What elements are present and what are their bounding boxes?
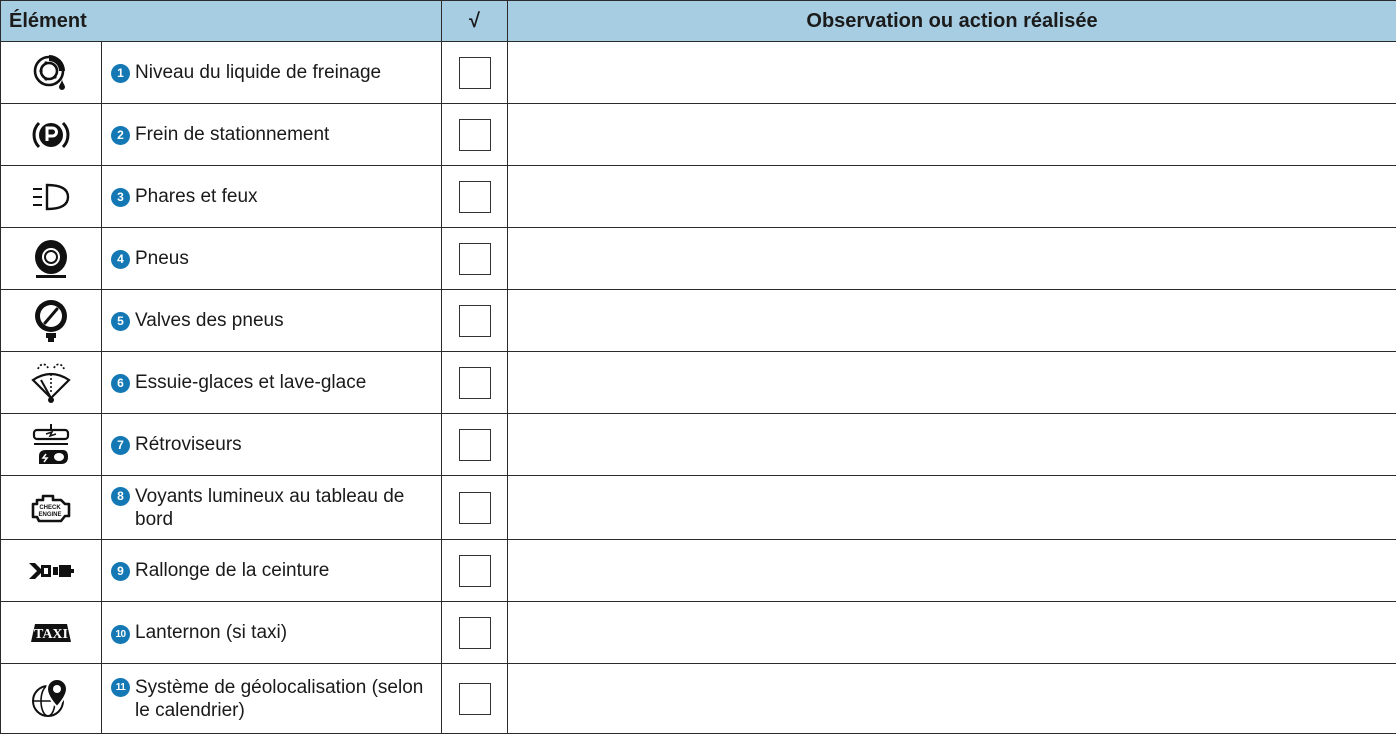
checkbox[interactable] xyxy=(459,305,491,337)
item-number: 2 xyxy=(111,126,130,145)
check-cell xyxy=(442,166,508,228)
item-label: Phares et feux xyxy=(135,186,258,207)
mirror-icon xyxy=(30,422,72,468)
check-cell xyxy=(442,228,508,290)
svg-text:TAXI: TAXI xyxy=(34,626,68,642)
parking-brake-icon xyxy=(31,115,71,155)
row-icon-cell xyxy=(1,414,102,476)
item-label: Système de géolocalisation (selon le calendrier) xyxy=(135,676,424,721)
check-cell xyxy=(442,104,508,166)
check-cell xyxy=(442,42,508,104)
checkbox[interactable] xyxy=(459,492,491,524)
row-icon-cell xyxy=(1,476,102,540)
svg-text:ENGINE: ENGINE xyxy=(38,511,62,518)
item-label: Frein de stationnement xyxy=(135,124,330,145)
item-number: 8 xyxy=(111,487,130,506)
checkbox[interactable] xyxy=(459,617,491,649)
observation-cell[interactable] xyxy=(508,664,1396,734)
windshield-washer-icon xyxy=(30,360,72,406)
table-header-row xyxy=(1,1,1396,42)
item-label: Valves des pneus xyxy=(135,310,284,331)
check-engine-icon xyxy=(29,490,73,526)
observation-cell[interactable] xyxy=(508,228,1396,290)
row-label-cell xyxy=(102,228,442,290)
table-row xyxy=(1,476,1396,540)
check-cell xyxy=(442,414,508,476)
item-label: Niveau du liquide de freinage xyxy=(135,62,382,83)
observation-cell[interactable] xyxy=(508,476,1396,540)
seatbelt-extender-icon xyxy=(27,559,75,583)
checkbox[interactable] xyxy=(459,119,491,151)
headlight-icon xyxy=(30,182,72,212)
tire-pressure-gauge-icon xyxy=(31,298,71,344)
row-label-cell xyxy=(102,476,442,540)
table-row xyxy=(1,664,1396,734)
observation-cell[interactable] xyxy=(508,352,1396,414)
row-label-cell xyxy=(102,166,442,228)
row-icon-cell xyxy=(1,104,102,166)
observation-cell[interactable] xyxy=(508,166,1396,228)
table-row xyxy=(1,352,1396,414)
item-number: 10 xyxy=(111,625,130,644)
row-label-cell xyxy=(102,290,442,352)
checkbox[interactable] xyxy=(459,555,491,587)
header-element: Élément xyxy=(1,1,442,42)
item-number: 3 xyxy=(111,188,130,207)
table-row xyxy=(1,290,1396,352)
observation-cell[interactable] xyxy=(508,104,1396,166)
tire-icon xyxy=(31,238,71,280)
row-label-cell xyxy=(102,42,442,104)
item-number: 11 xyxy=(111,678,130,697)
observation-cell[interactable] xyxy=(508,414,1396,476)
observation-cell[interactable] xyxy=(508,602,1396,664)
row-icon-cell xyxy=(1,228,102,290)
item-number: 6 xyxy=(111,374,130,393)
table-row xyxy=(1,104,1396,166)
checkbox[interactable] xyxy=(459,367,491,399)
item-number: 1 xyxy=(111,64,130,83)
check-cell xyxy=(442,602,508,664)
item-number: 4 xyxy=(111,250,130,269)
check-cell xyxy=(442,476,508,540)
check-cell xyxy=(442,664,508,734)
brake-fluid-icon xyxy=(31,51,71,95)
table-row xyxy=(1,602,1396,664)
taxi-sign-icon xyxy=(27,621,75,645)
observation-cell[interactable] xyxy=(508,540,1396,602)
item-number: 5 xyxy=(111,312,130,331)
row-icon-cell xyxy=(1,540,102,602)
row-icon-cell xyxy=(1,290,102,352)
row-label-cell xyxy=(102,352,442,414)
item-label: Rallonge de la ceinture xyxy=(135,560,330,581)
item-label: Pneus xyxy=(135,248,189,269)
row-label-cell xyxy=(102,664,442,734)
row-label-cell xyxy=(102,540,442,602)
item-number: 9 xyxy=(111,562,130,581)
checkbox[interactable] xyxy=(459,429,491,461)
check-cell xyxy=(442,290,508,352)
row-icon-cell xyxy=(1,352,102,414)
item-number: 7 xyxy=(111,436,130,455)
item-label: Rétroviseurs xyxy=(135,434,242,455)
item-label: Essuie-glaces et lave-glace xyxy=(135,372,367,393)
table-row xyxy=(1,166,1396,228)
table-row xyxy=(1,228,1396,290)
checkbox[interactable] xyxy=(459,181,491,213)
check-cell xyxy=(442,352,508,414)
checkbox[interactable] xyxy=(459,57,491,89)
geolocation-icon xyxy=(30,677,72,721)
table-row xyxy=(1,42,1396,104)
row-icon-cell xyxy=(1,602,102,664)
row-icon-cell xyxy=(1,42,102,104)
check-cell xyxy=(442,540,508,602)
table-row xyxy=(1,540,1396,602)
row-icon-cell xyxy=(1,166,102,228)
row-icon-cell xyxy=(1,664,102,734)
checkbox[interactable] xyxy=(459,683,491,715)
svg-text:CHECK: CHECK xyxy=(39,504,61,511)
item-label: Voyants lumineux au tableau de bord xyxy=(135,485,405,530)
row-label-cell xyxy=(102,602,442,664)
item-label: Lanternon (si taxi) xyxy=(135,622,288,643)
row-label-cell xyxy=(102,104,442,166)
header-observation: Observation ou action réalisée xyxy=(508,1,1396,42)
row-label-cell xyxy=(102,414,442,476)
table-row xyxy=(1,414,1396,476)
observation-cell[interactable] xyxy=(508,290,1396,352)
header-check: √ xyxy=(442,1,508,42)
checkbox[interactable] xyxy=(459,243,491,275)
observation-cell[interactable] xyxy=(508,42,1396,104)
